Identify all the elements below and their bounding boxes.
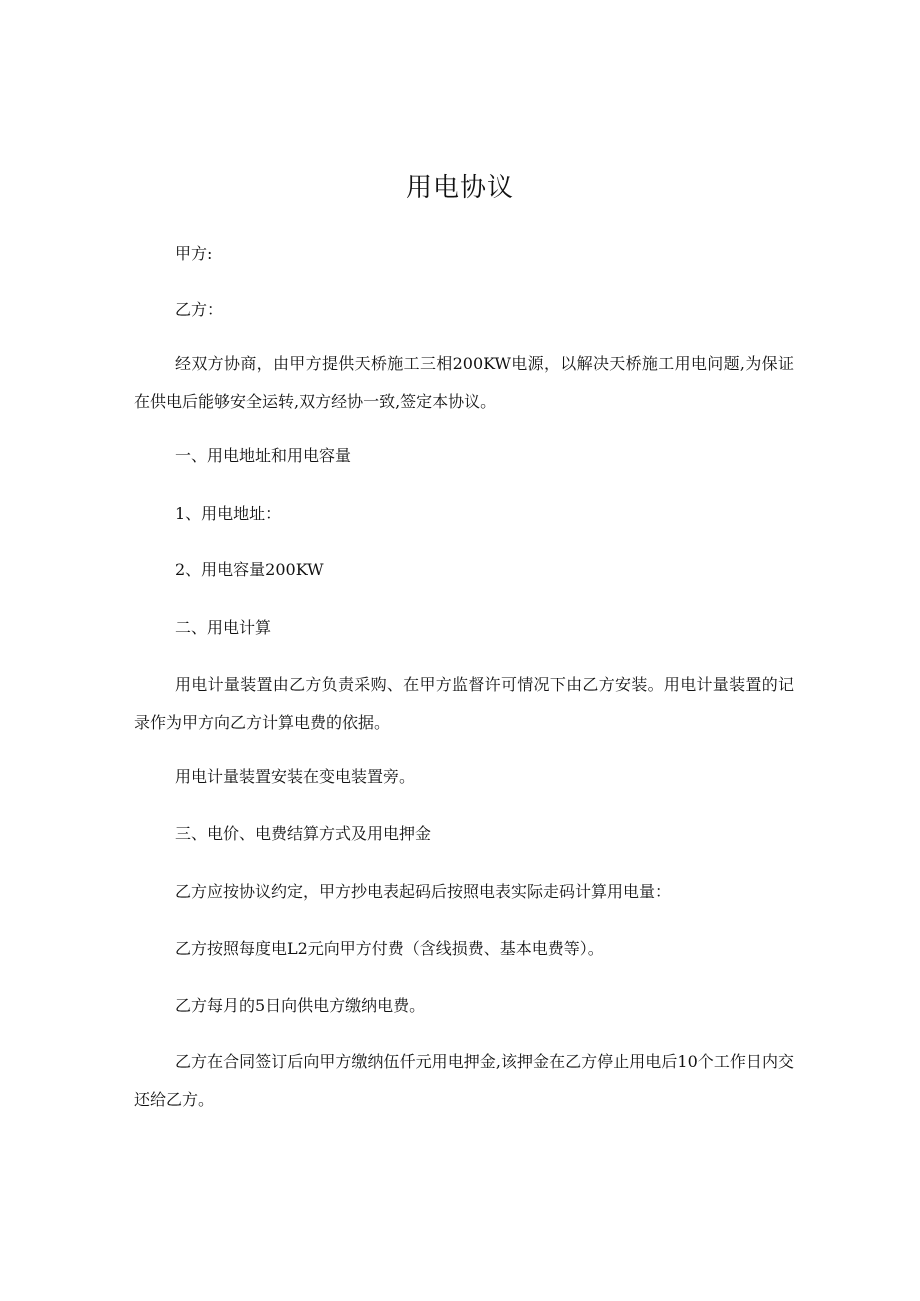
unit-price: 乙方按照每度电L2元向甲方付费（含线损费、基本电费等）。 (175, 939, 604, 958)
party-b-label: 乙方： (175, 300, 224, 319)
section-1-heading: 一、用电地址和用电容量 (175, 446, 352, 465)
document-title: 用电协议 (405, 173, 514, 203)
billing-method: 乙方应按协议约定，甲方抄电表起码后按照电表实际走码计算用电量： (175, 882, 672, 901)
metering-location: 用电计量装置安装在变电装置旁。 (175, 767, 416, 786)
metering-paragraph: 用电计量装置由乙方负责采购、在甲方监督许可情况下由乙方安装。用电计量装置的记录作为甲方向乙方计算电费的依据。 (134, 675, 794, 732)
deposit-paragraph: 乙方在合同签订后向甲方缴纳伍仟元用电押金,该押金在乙方停止用电后10个工作日内交还给乙方。 (134, 1052, 794, 1109)
item-1-address: 1、用电地址： (175, 504, 282, 523)
party-a-label: 甲方: (175, 244, 213, 263)
intro-paragraph: 经双方协商，由甲方提供天桥施工三相200KW电源，以解决天桥施工用电问题,为保证在供电后能够安全运转,双方经协一致,签定本协议。 (134, 354, 794, 411)
payment-date: 乙方每月的5日向供电方缴纳电费。 (175, 996, 426, 1015)
item-2-capacity: 2、用电容量200KW (175, 560, 324, 579)
section-3-heading: 三、电价、电费结算方式及用电押金 (175, 824, 432, 843)
section-2-heading: 二、用电计算 (175, 618, 272, 637)
